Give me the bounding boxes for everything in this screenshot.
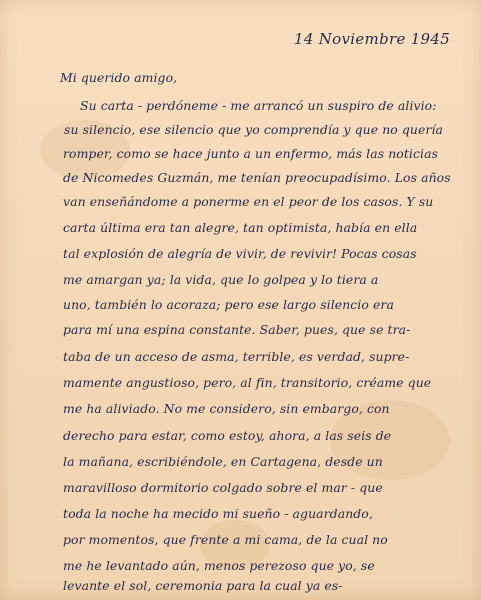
letter-line: la mañana, escribiéndole, en Cartagena, desde un [63, 454, 383, 469]
letter-line: me ha aliviado. No me considero, sin embargo, con [63, 401, 390, 416]
letter-line: levante el sol, ceremonia para la cual ya es- [63, 578, 343, 593]
letter-line: por momentos, que frente a mi cama, de la cual no [63, 532, 388, 547]
letter-line: taba de un acceso de asma, terrible, es verdad, supre- [63, 349, 410, 364]
letter-line: toda la noche ha mecido mi sueño - aguardando, [63, 506, 373, 521]
letter-line: me amargan ya; la vida, que lo golpea y lo tiera a [63, 272, 379, 287]
letter-line: derecho para estar, como estoy, ahora, a las seis de [63, 428, 392, 443]
letter-line: uno, también lo acoraza; pero ese largo silencio era [63, 297, 394, 312]
letter-line: van enseñándome a ponerme en el peor de los casos. Y su [63, 194, 434, 209]
letter-line: para mí una espina constante. Saber, pues, que se tra- [63, 322, 411, 337]
letter-line: Su carta - perdóneme - me arrancó un suspiro de alivio: [80, 98, 437, 113]
letter-line: tal explosión de alegría de vivir, de revivir! Pocas cosas [63, 246, 417, 261]
letter-line: romper, como se hace junto a un enfermo, más las noticias [63, 146, 439, 161]
letter-date: 14 Noviembre 1945 [294, 30, 451, 48]
salutation: Mi querido amigo, [60, 70, 178, 85]
letter-line: su silencio, ese silencio que yo comprendía y que no quería [64, 122, 444, 137]
letter-line: maravilloso dormitorio colgado sobre el mar - que [63, 480, 383, 495]
letter-line: de Nicomedes Guzmán, me tenían preocupadísimo. Los años [63, 170, 451, 185]
letter-line: me he levantado aún, menos perezoso que yo, se [63, 558, 375, 573]
letter-line: carta última era tan alegre, tan optimista, había en ella [63, 220, 418, 235]
letter-line: mamente angustioso, pero, al fin, transitorio, créame que [63, 375, 432, 390]
